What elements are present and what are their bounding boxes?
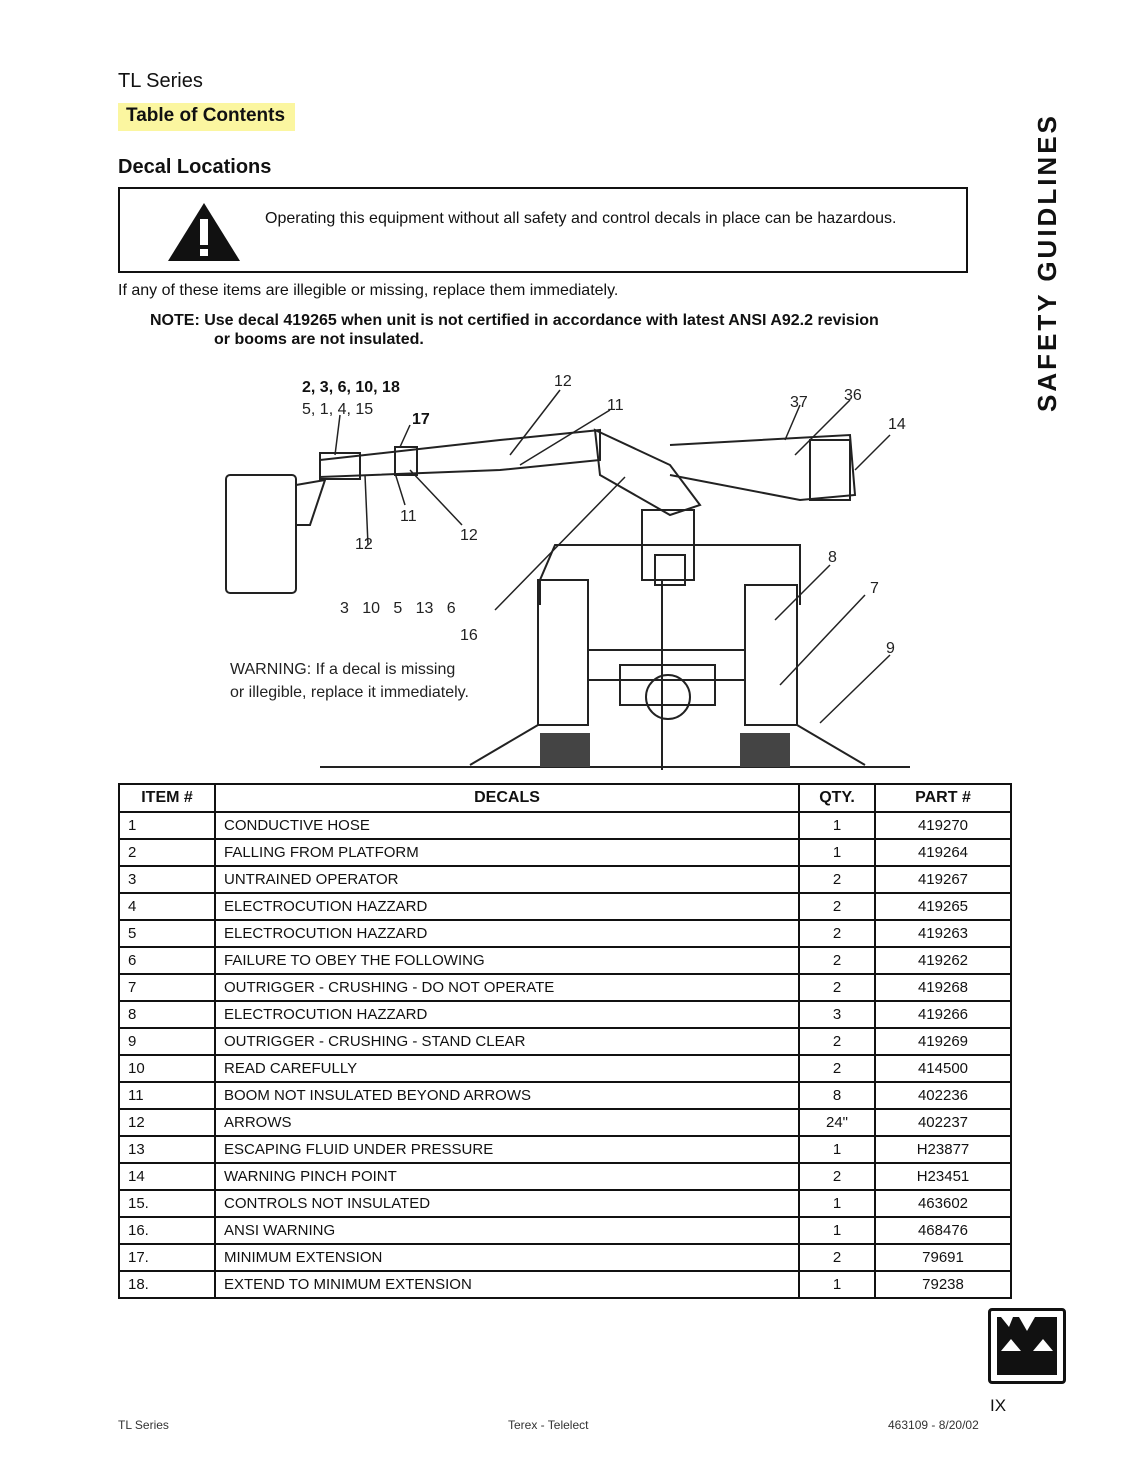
truck-drawing (226, 430, 910, 770)
item-number: 11 (119, 1082, 215, 1109)
decal-name: ELECTROCUTION HAZZARD (215, 1001, 799, 1028)
quantity: 1 (799, 839, 875, 866)
diagram-label: 12 (460, 527, 478, 544)
item-number: 14 (119, 1163, 215, 1190)
warning-text: Operating this equipment without all safety and control decals in place can be hazardous. (265, 210, 897, 227)
quantity: 2 (799, 1028, 875, 1055)
quantity: 2 (799, 1055, 875, 1082)
item-number: 1 (119, 812, 215, 839)
quantity: 2 (799, 1244, 875, 1271)
quantity: 24" (799, 1109, 875, 1136)
decal-name: ANSI WARNING (215, 1217, 799, 1244)
quantity: 3 (799, 1001, 875, 1028)
table-row (119, 1001, 1011, 1028)
diagram-label: 37 (790, 394, 808, 411)
warning-box (118, 187, 968, 273)
diagram-label: 14 (888, 416, 906, 433)
table-row (119, 1028, 1011, 1055)
terex-logo (988, 1308, 1066, 1384)
table-header-row (119, 784, 1011, 812)
table-of-contents-link[interactable]: Table of Contents (118, 103, 295, 131)
item-number: 18. (119, 1271, 215, 1298)
decal-name: ELECTROCUTION HAZZARD (215, 920, 799, 947)
diagram-warning-line-2: or illegible, replace it immediately. (230, 684, 469, 701)
page-number: IX (990, 1396, 1007, 1415)
column-header-decals: DECALS (215, 784, 799, 812)
footer-center: Terex - Telelect (508, 1418, 589, 1432)
decal-name: WARNING PINCH POINT (215, 1163, 799, 1190)
quantity: 2 (799, 866, 875, 893)
diagram-label: 12 (554, 373, 572, 390)
item-number: 9 (119, 1028, 215, 1055)
diagram-warning-line-1: WARNING: If a decal is missing (230, 661, 456, 678)
table-row (119, 866, 1011, 893)
decal-name: ARROWS (215, 1109, 799, 1136)
diagram-label: 16 (460, 627, 478, 644)
diagram-label: 8 (828, 549, 837, 566)
decal-name: READ CAREFULLY (215, 1055, 799, 1082)
part-number: 414500 (875, 1055, 1011, 1082)
boom (320, 430, 600, 477)
part-number: 419262 (875, 947, 1011, 974)
item-number: 17. (119, 1244, 215, 1271)
quantity: 2 (799, 947, 875, 974)
wheels (540, 733, 790, 767)
item-number: 2 (119, 839, 215, 866)
table-row (119, 1190, 1011, 1217)
quantity: 1 (799, 1271, 875, 1298)
table-row (119, 1136, 1011, 1163)
decal-name: FALLING FROM PLATFORM (215, 839, 799, 866)
item-number: 15. (119, 1190, 215, 1217)
decal-location-diagram (200, 365, 920, 775)
note (150, 311, 879, 349)
item-number: 4 (119, 893, 215, 920)
decal-name: FAILURE TO OBEY THE FOLLOWING (215, 947, 799, 974)
column-header-part: PART # (875, 784, 1011, 812)
table-row (119, 1163, 1011, 1190)
part-number: 419267 (875, 866, 1011, 893)
item-number: 12 (119, 1109, 215, 1136)
quantity: 2 (799, 893, 875, 920)
quantity: 2 (799, 920, 875, 947)
part-number: 419268 (875, 974, 1011, 1001)
part-number: 419264 (875, 839, 1011, 866)
decal-name: BOOM NOT INSULATED BEYOND ARROWS (215, 1082, 799, 1109)
instruction-text: If any of these items are illegible or missing, replace them immediately. (118, 282, 619, 299)
table-row (119, 1244, 1011, 1271)
part-number: 419265 (875, 893, 1011, 920)
table-row (119, 839, 1011, 866)
footer-right: 463109 - 8/20/02 (888, 1418, 979, 1432)
decal-name: CONDUCTIVE HOSE (215, 812, 799, 839)
quantity: 2 (799, 974, 875, 1001)
quantity: 8 (799, 1082, 875, 1109)
diagram-label: 36 (844, 387, 862, 404)
table-row (119, 1055, 1011, 1082)
decal-name: UNTRAINED OPERATOR (215, 866, 799, 893)
decal-name: ESCAPING FLUID UNDER PRESSURE (215, 1136, 799, 1163)
diagram-label: 3 10 5 13 6 (340, 600, 456, 617)
table-row (119, 1271, 1011, 1298)
column-header-item: ITEM # (119, 784, 215, 812)
quantity: 1 (799, 1136, 875, 1163)
table-row (119, 947, 1011, 974)
diagram-label: 9 (886, 640, 895, 657)
footer-left: TL Series (118, 1418, 169, 1432)
table-row (119, 1082, 1011, 1109)
item-number: 13 (119, 1136, 215, 1163)
item-number: 5 (119, 920, 215, 947)
table-row (119, 1109, 1011, 1136)
column-header-qty: QTY. (799, 784, 875, 812)
part-number: 79238 (875, 1271, 1011, 1298)
decal-name: OUTRIGGER - CRUSHING - DO NOT OPERATE (215, 974, 799, 1001)
series-label: TL Series (118, 70, 203, 92)
note-line-2: or booms are not insulated. (214, 331, 424, 348)
part-number: H23877 (875, 1136, 1011, 1163)
item-number: 10 (119, 1055, 215, 1082)
decal-name: ELECTROCUTION HAZZARD (215, 893, 799, 920)
item-number: 3 (119, 866, 215, 893)
item-number: 8 (119, 1001, 215, 1028)
decal-name: OUTRIGGER - CRUSHING - STAND CLEAR (215, 1028, 799, 1055)
table-row (119, 893, 1011, 920)
table-row (119, 812, 1011, 839)
diagram-label: 2, 3, 6, 10, 18 (302, 379, 400, 396)
quantity: 2 (799, 1163, 875, 1190)
part-number: 402236 (875, 1082, 1011, 1109)
quantity: 1 (799, 1190, 875, 1217)
section-title: Decal Locations (118, 156, 272, 178)
item-number: 16. (119, 1217, 215, 1244)
table-row (119, 920, 1011, 947)
decals-table (118, 783, 1012, 1299)
diagram-label: 5, 1, 4, 15 (302, 401, 374, 418)
decal-name: MINIMUM EXTENSION (215, 1244, 799, 1271)
part-number: 79691 (875, 1244, 1011, 1271)
part-number: 419270 (875, 812, 1011, 839)
decal-name: CONTROLS NOT INSULATED (215, 1190, 799, 1217)
part-number: 468476 (875, 1217, 1011, 1244)
quantity: 1 (799, 812, 875, 839)
item-number: 7 (119, 974, 215, 1001)
diagram-label: 11 (607, 397, 624, 414)
part-number: 463602 (875, 1190, 1011, 1217)
diagram-label: 12 (355, 536, 373, 553)
diagram-label: 11 (400, 508, 417, 525)
item-number: 6 (119, 947, 215, 974)
warning-triangle-icon (166, 201, 242, 263)
decal-name: EXTEND TO MINIMUM EXTENSION (215, 1271, 799, 1298)
table-row (119, 974, 1011, 1001)
part-number: 402237 (875, 1109, 1011, 1136)
diagram-label: 17 (412, 411, 430, 428)
part-number: 419269 (875, 1028, 1011, 1055)
part-number: H23451 (875, 1163, 1011, 1190)
note-line-1: NOTE: Use decal 419265 when unit is not certified in accordance with latest ANSI A92.2 revision (150, 312, 879, 329)
part-number: 419266 (875, 1001, 1011, 1028)
part-number: 419263 (875, 920, 1011, 947)
table-row (119, 1217, 1011, 1244)
diagram-label: 7 (870, 580, 879, 597)
side-tab-title: SAFETY GUIDLINES (1032, 113, 1062, 412)
platform-bucket (226, 475, 296, 593)
quantity: 1 (799, 1217, 875, 1244)
